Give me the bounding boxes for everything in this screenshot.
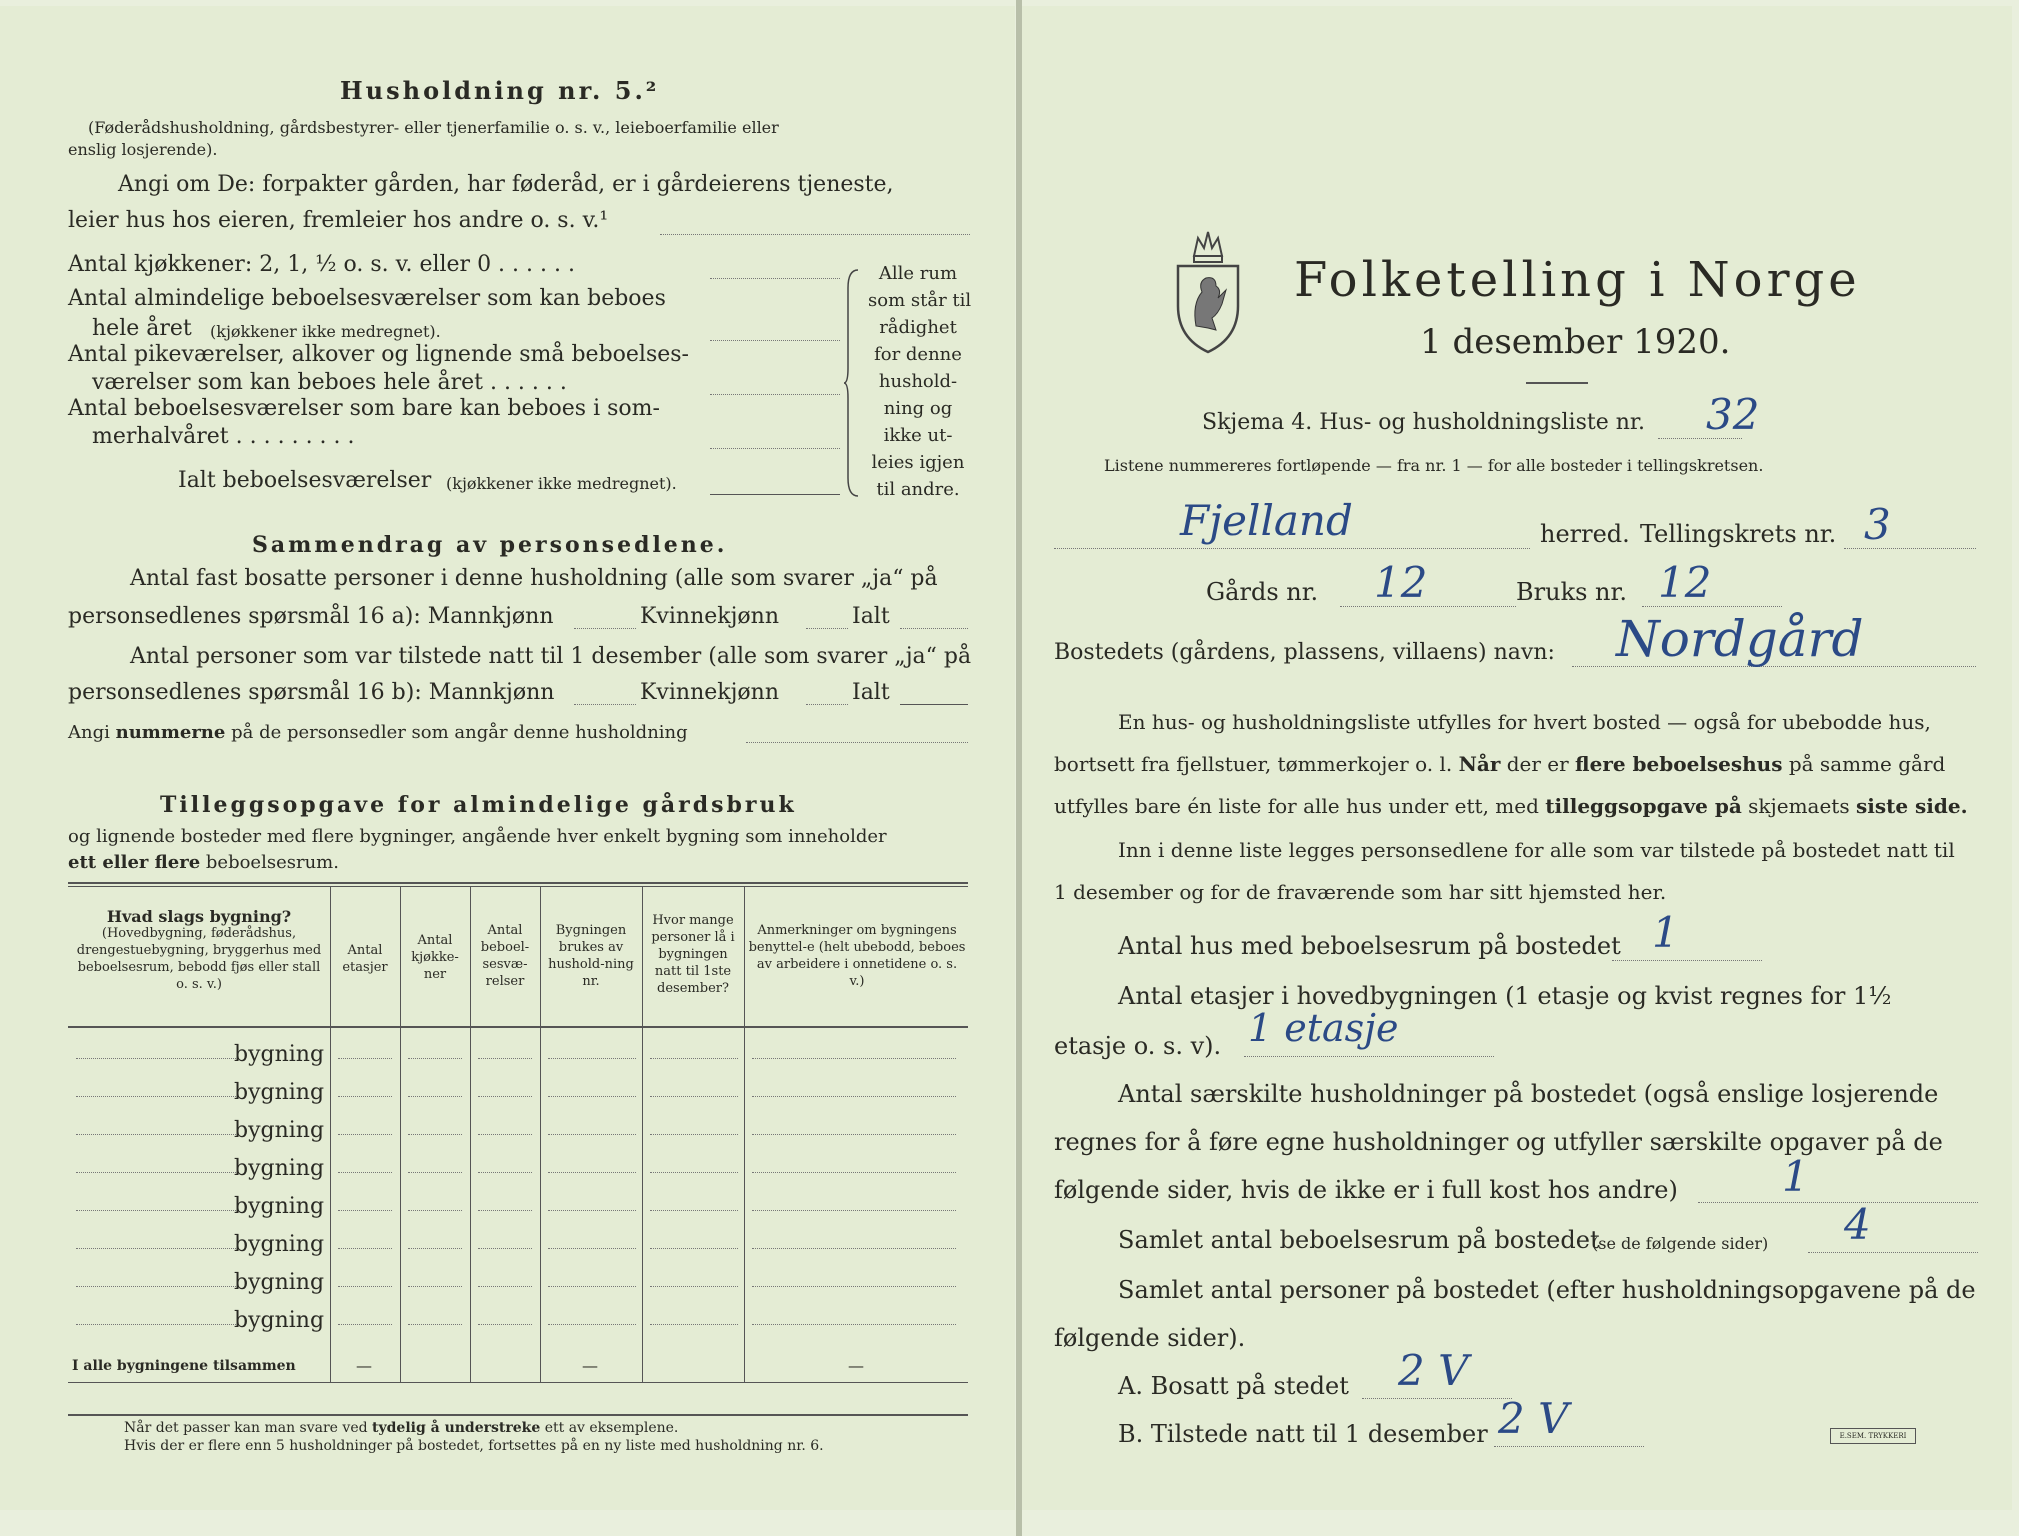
side-note-line: ning og (883, 398, 953, 419)
table-cell-line[interactable] (548, 1248, 636, 1249)
table-cell-line[interactable] (752, 1058, 956, 1059)
q-floors-2: etasje o. s. v). (1054, 1032, 1222, 1060)
table-cell-line[interactable] (478, 1172, 532, 1173)
col-persons-header: Hvor mange personer lå i bygningen natt til 1ste desember? (651, 913, 735, 996)
kitchens-label: Antal kjøkkener: 2, 1, ½ o. s. v. eller 0 . . . . . . (68, 252, 575, 277)
table-cell-line[interactable] (408, 1248, 462, 1249)
table-cell-line[interactable] (650, 1324, 738, 1325)
household-title: Husholdning nr. 5.² (340, 76, 660, 105)
b-line (1494, 1446, 1644, 1447)
rooms-3-label-a: Antal beboelsesværelser som bare kan beboes i som- (68, 396, 660, 421)
table-row[interactable] (72, 1258, 964, 1296)
bruks-label: Bruks nr. (1516, 578, 1627, 606)
table-cell-line[interactable] (478, 1058, 532, 1059)
b-label: B. Tilstede natt til 1 desember (1118, 1420, 1488, 1448)
q-floors-1: Antal etasjer i hovedbygningen (1 etasje og kvist regnes for 1½ (1118, 982, 1892, 1010)
numbers-prefix: Angi (68, 722, 110, 743)
info-1: En hus- og husholdningsliste utfylles for hvert bosted — også for ubebodde hus, (1118, 710, 1931, 734)
bruks-value[interactable]: 12 (1658, 558, 1712, 607)
table-row[interactable] (72, 1030, 964, 1068)
q-floors-line (1244, 1056, 1494, 1057)
numbering-note: Listene nummereres fortløpende — fra nr. 1 — for alle bosteder i tellingskretsen. (1104, 456, 1764, 475)
gards-line (1340, 606, 1516, 607)
footnote-1b: tydelig å understreke (372, 1420, 541, 1436)
herred-label: herred. (1540, 520, 1630, 548)
summary-1a: Antal fast bosatte personer i denne husholdning (alle som svarer „ja“ på (130, 566, 938, 591)
rooms-total-answer-line[interactable] (710, 494, 840, 495)
info-3b: tilleggsopgave på (1545, 794, 1742, 818)
table-cell-line[interactable] (650, 1096, 738, 1097)
table-cell-line[interactable] (478, 1210, 532, 1211)
extra-note-2-bold: ett eller flere (68, 852, 201, 873)
building-label: bygning (234, 1232, 325, 1257)
table-cell-line[interactable] (338, 1058, 392, 1059)
table-cell-line[interactable] (338, 1172, 392, 1173)
rooms-2-answer-line[interactable] (710, 394, 840, 395)
summary-2-male-line[interactable] (574, 704, 636, 705)
building-type-line[interactable] (76, 1286, 236, 1287)
summary-1-total-line[interactable] (900, 628, 968, 629)
table-row[interactable] (72, 1296, 964, 1334)
rooms-2-label-a: Antal pikeværelser, alkover og lignende små beboelses- (68, 342, 689, 367)
table-cell-line[interactable] (478, 1248, 532, 1249)
extra-note-2 (68, 852, 339, 873)
col-floors-header: Antal etasjer (342, 943, 388, 975)
rooms-3-label-b: merhalvåret . . . . . . . . . (92, 424, 355, 449)
summary-2-female-label: Kvinnekjønn (640, 680, 779, 705)
building-label: bygning (234, 1308, 325, 1333)
q-rooms-note: (se de følgende sider) (1592, 1234, 1769, 1253)
rooms-1-answer-line[interactable] (710, 340, 840, 341)
q-households-line (1698, 1202, 1978, 1203)
a-line (1362, 1398, 1512, 1399)
table-cell-line[interactable] (408, 1096, 462, 1097)
building-label: bygning (234, 1156, 325, 1181)
bosted-label: Bostedets (gårdens, plassens, villaens) navn: (1054, 640, 1555, 665)
building-label: bygning (234, 1042, 325, 1067)
info-3c: skjemaets (1748, 794, 1850, 818)
q-rooms-label: Samlet antal beboelsesrum på bostedet (1118, 1226, 1600, 1254)
summary-2-female-line[interactable] (806, 704, 848, 705)
a-value[interactable]: 2 V (1398, 1346, 1469, 1395)
printer-stamp: E.SEM. TRYKKERI (1830, 1428, 1916, 1444)
building-type-line[interactable] (76, 1058, 236, 1059)
rooms-2-label-b: værelser som kan beboes hele året . . . . . . (92, 370, 567, 395)
col-remarks-header: Anmerkninger om bygningens benyttel-e (helt ubebodd, beboes av arbeidere i onnetidene o. s. v.) (748, 923, 966, 989)
table-row[interactable] (72, 1144, 964, 1182)
extra-title: Tilleggsopgave for almindelige gårdsbruk (160, 792, 797, 818)
q-households-value[interactable]: 1 (1782, 1152, 1809, 1201)
table-cell-line[interactable] (548, 1286, 636, 1287)
table-cell-line[interactable] (650, 1210, 738, 1211)
main-title: Folketelling i Norge (1294, 252, 1861, 308)
footnote-2: Hvis der er flere enn 5 husholdninger på bostedet, fortsettes på en ny liste med husholdning nr. 6. (124, 1438, 824, 1454)
numbers-rest: på de personsedler som angår denne husholdning (231, 722, 688, 743)
q-households-2: regnes for å føre egne husholdninger og utfyller særskilte opgaver på de (1054, 1128, 1943, 1156)
q-houses-line (1612, 960, 1762, 961)
q-rooms-line (1808, 1252, 1978, 1253)
household-note-2: enslig losjerende). (68, 140, 218, 159)
side-note-line: ikke ut- (883, 425, 953, 446)
table-total-label: I alle bygningene tilsammen (72, 1358, 296, 1374)
info-5: 1 desember og for de fraværende som har sitt hjemsted her. (1054, 880, 1667, 904)
herred-line (1054, 548, 1530, 549)
side-note-line: Alle rum (878, 263, 958, 284)
brace-icon (842, 268, 862, 498)
numbers-bold: nummerne (115, 722, 226, 743)
building-type-line[interactable] (76, 1248, 236, 1249)
summary-2b: personsedlenes spørsmål 16 b): Mannkjønn (68, 680, 555, 705)
building-label: bygning (234, 1270, 325, 1295)
footnote-1c: ett av eksemplene. (544, 1420, 679, 1436)
q-houses-label: Antal hus med beboelsesrum på bostedet (1118, 932, 1621, 960)
info-3 (1054, 794, 1968, 818)
info-2 (1054, 752, 1945, 776)
table-cell-line[interactable] (548, 1058, 636, 1059)
table-row[interactable] (72, 1106, 964, 1144)
numbers-answer-line[interactable] (746, 742, 968, 743)
krets-label: Tellingskrets nr. (1640, 520, 1837, 548)
extra-note-2-rest: beboelsesrum. (205, 852, 339, 873)
footnote-1 (124, 1420, 678, 1436)
table-cell-line[interactable] (478, 1286, 532, 1287)
info-3a: utfylles bare én liste for alle hus under ett, med (1054, 794, 1539, 818)
table-cell-line[interactable] (548, 1172, 636, 1173)
table-cell-line[interactable] (650, 1286, 738, 1287)
side-note-line: til andre. (876, 479, 960, 500)
table-cell-line[interactable] (338, 1134, 392, 1135)
side-note-line: for denne (874, 344, 962, 365)
left-page (0, 6, 1015, 1510)
q-floors-value[interactable]: 1 etasje (1248, 1006, 1399, 1050)
total-household-dash: — (582, 1356, 598, 1375)
q-persons-2: følgende sider). (1054, 1324, 1246, 1352)
rooms-total-label: Ialt beboelsesværelser (178, 468, 432, 493)
info-3d: siste side. (1855, 794, 1968, 818)
table-cell-line[interactable] (338, 1096, 392, 1097)
side-note (868, 260, 972, 503)
col-kitchens-header: Antal kjøkke-ner (411, 933, 459, 982)
table-cell-line[interactable] (408, 1172, 462, 1173)
side-note-line: som står til (868, 290, 972, 311)
side-note-line: rådighet (879, 317, 957, 338)
title-divider (1526, 382, 1588, 384)
summary-1-female-label: Kvinnekjønn (640, 604, 779, 629)
total-remarks-dash: — (848, 1356, 864, 1375)
building-label: bygning (234, 1118, 325, 1143)
side-note-line: hushold- (878, 371, 958, 392)
extra-note-1: og lignende bosteder med flere bygninger, angående hver enkelt bygning som inneholder (68, 826, 887, 847)
b-value[interactable]: 2 V (1498, 1394, 1569, 1443)
info-2a: bortsett fra fjellstuer, tømmerkojer o. l. (1054, 752, 1453, 776)
info-2d: flere beboelseshus (1575, 752, 1783, 776)
table-cell-line[interactable] (408, 1324, 462, 1325)
summary-2a: Antal personer som var tilstede natt til 1 desember (alle som svarer „ja“ på (130, 644, 972, 669)
table-cell-line[interactable] (408, 1058, 462, 1059)
table-cell-line[interactable] (752, 1286, 956, 1287)
col-rooms-header: Antal beboel-sesvæ-relser (480, 923, 530, 989)
table-cell-line[interactable] (650, 1058, 738, 1059)
table-cell-line[interactable] (752, 1172, 956, 1173)
bosted-value[interactable]: Nordgård (1616, 610, 1864, 668)
building-type-line[interactable] (76, 1324, 236, 1325)
a-label: A. Bosatt på stedet (1118, 1372, 1349, 1400)
info-2e: på samme gård (1788, 752, 1946, 776)
table-cell-line[interactable] (548, 1134, 636, 1135)
table-cell-line[interactable] (478, 1324, 532, 1325)
building-type-line[interactable] (76, 1134, 236, 1135)
table-cell-line[interactable] (338, 1324, 392, 1325)
info-4: Inn i denne liste legges personsedlene for alle som var tilstede på bostedet natt til (1118, 838, 1955, 862)
rooms-total-note: (kjøkkener ikke medregnet). (446, 474, 677, 493)
building-label: bygning (234, 1080, 325, 1105)
rooms-3-answer-line[interactable] (710, 448, 840, 449)
q-households-3: følgende sider, hvis de ikke er i full kost hos andre) (1054, 1176, 1678, 1204)
household-note-1: (Føderådshusholdning, gårdsbestyrer- eller tjenerfamilie o. s. v., leieboerfamilie eller (88, 118, 779, 137)
angi-answer-line[interactable] (660, 234, 970, 235)
schema-label: Skjema 4. Hus- og husholdningsliste nr. (1202, 410, 1645, 435)
table-row[interactable] (72, 1220, 964, 1258)
numbers-line (68, 722, 688, 743)
table-cell-line[interactable] (650, 1248, 738, 1249)
table-cell-line[interactable] (752, 1210, 956, 1211)
col-building-type-header (72, 908, 326, 993)
table-cell-line[interactable] (548, 1324, 636, 1325)
table-cell-line[interactable] (650, 1134, 738, 1135)
summary-2-total-line[interactable] (900, 704, 968, 705)
rooms-1-label-b: hele året (92, 316, 192, 341)
table-cell-line[interactable] (752, 1134, 956, 1135)
summary-2-total-label: Ialt (852, 680, 890, 705)
rooms-1-label-a: Antal almindelige beboelsesværelser som kan beboes (68, 286, 666, 311)
col-building-type-title: Hvad slags bygning? (106, 907, 292, 926)
table-cell-line[interactable] (338, 1210, 392, 1211)
total-floors-dash: — (356, 1356, 372, 1375)
footnote-1a: Når det passer kan man svare ved (124, 1420, 368, 1436)
table-cell-line[interactable] (408, 1286, 462, 1287)
schema-value[interactable]: 32 (1706, 390, 1760, 439)
krets-value[interactable]: 3 (1864, 500, 1891, 549)
summary-1-total-label: Ialt (852, 604, 890, 629)
table-row[interactable] (72, 1068, 964, 1106)
table-cell-line[interactable] (548, 1210, 636, 1211)
table-cell-line[interactable] (478, 1096, 532, 1097)
summary-title: Sammendrag av personsedlene. (252, 532, 728, 558)
building-type-line[interactable] (76, 1210, 236, 1211)
summary-1-male-line[interactable] (574, 628, 636, 629)
table-cell-line[interactable] (650, 1172, 738, 1173)
q-persons-1: Samlet antal personer på bostedet (efter husholdningsopgavene på de (1118, 1276, 1976, 1304)
summary-1b: personsedlenes spørsmål 16 a): Mannkjønn (68, 604, 554, 629)
q-houses-value[interactable]: 1 (1652, 908, 1679, 957)
table-row[interactable] (72, 1182, 964, 1220)
main-date: 1 desember 1920. (1420, 322, 1731, 362)
building-type-line[interactable] (76, 1172, 236, 1173)
table-cell-line[interactable] (752, 1324, 956, 1325)
col-household-header: Bygningen brukes av hushold-ning nr. (548, 923, 634, 989)
q-rooms-value[interactable]: 4 (1844, 1200, 1871, 1249)
info-2b: Når (1458, 752, 1501, 776)
table-cell-line[interactable] (478, 1134, 532, 1135)
building-type-line[interactable] (76, 1096, 236, 1097)
herred-value[interactable]: Fjelland (1180, 496, 1353, 545)
kitchens-answer-line[interactable] (710, 278, 840, 279)
table-cell-line[interactable] (408, 1134, 462, 1135)
rooms-1-label-c: (kjøkkener ikke medregnet). (210, 322, 441, 341)
angi-line-1: Angi om De: forpakter gården, har føderåd, er i gårdeierens tjeneste, (118, 172, 894, 197)
table-cell-line[interactable] (752, 1248, 956, 1249)
info-2c: der er (1506, 752, 1569, 776)
table-cell-line[interactable] (548, 1096, 636, 1097)
gards-label: Gårds nr. (1206, 578, 1319, 606)
summary-1-female-line[interactable] (806, 628, 848, 629)
norway-coat-of-arms-icon (1172, 226, 1244, 356)
table-cell-line[interactable] (408, 1210, 462, 1211)
gards-value[interactable]: 12 (1374, 558, 1428, 607)
building-label: bygning (234, 1194, 325, 1219)
right-page (1022, 6, 2012, 1510)
q-households-1: Antal særskilte husholdninger på bostedet (også enslige losjerende (1118, 1080, 1939, 1108)
table-cell-line[interactable] (338, 1286, 392, 1287)
side-note-line: leies igjen (871, 452, 965, 473)
table-cell-line[interactable] (338, 1248, 392, 1249)
table-cell-line[interactable] (752, 1096, 956, 1097)
angi-line-2: leier hus hos eieren, fremleier hos andre o. s. v.¹ (68, 208, 609, 233)
col-building-type-note: (Hovedbygning, føderådshus, drengestuebygning, bryggerhus med beboelsesrum, bebodd fjøs eller stall o. s. v.) (76, 926, 322, 992)
